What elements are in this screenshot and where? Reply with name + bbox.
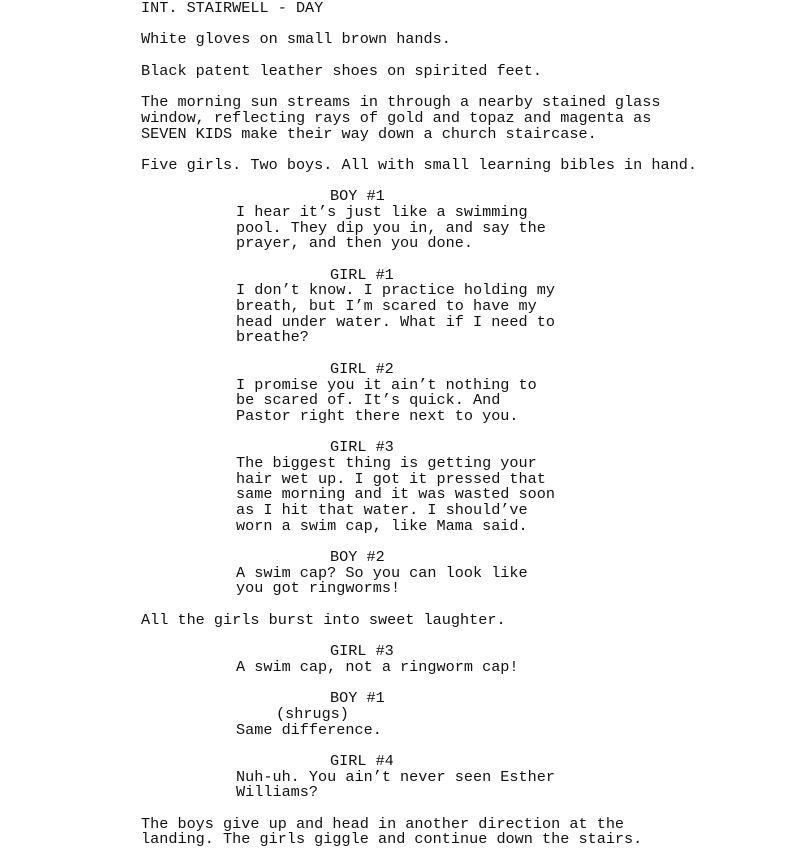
scene-heading-text: INT. STAIRWELL - DAY <box>141 0 324 17</box>
action-paragraph <box>141 61 781 80</box>
dialogue-block <box>141 359 781 425</box>
dialogue-block <box>141 265 781 347</box>
character-name: GIRL #3 <box>330 642 394 661</box>
dialogue-line: A swim cap, not a ringworm cap! <box>236 657 519 676</box>
dialogue-line: Nuh-uh. You ain’t never seen Esther <box>236 767 555 786</box>
dialogue-block <box>141 189 781 252</box>
dialogue-line: I promise you it ain’t nothing to <box>236 375 537 394</box>
character-name: BOY #2 <box>330 548 385 567</box>
dialogue-line: The biggest thing is getting your <box>236 453 537 472</box>
dialogue-line: pool. They dip you in, and say the <box>236 218 546 237</box>
dialogue-block <box>141 440 781 534</box>
screenplay-body <box>141 32 781 848</box>
dialogue-line: breath, but I’m scared to have my <box>236 297 537 316</box>
dialogue-line: I don’t know. I practice holding my <box>236 281 555 300</box>
dialogue-line: Same difference. <box>236 720 382 739</box>
dialogue-block <box>141 754 781 801</box>
action-line: All the girls burst into sweet laughter. <box>141 610 506 629</box>
dialogue-line: as I hit that water. I should’ve <box>236 501 528 519</box>
action-line: White gloves on small brown hands. <box>141 30 451 49</box>
dialogue-line: same morning and it was wasted soon <box>236 485 555 504</box>
action-line: The boys give up and head in another direction at the <box>141 814 625 833</box>
action-line: The morning sun streams in through a nearby stained glass <box>141 93 661 112</box>
dialogue-line: hair wet up. I got it pressed that <box>236 469 546 488</box>
action-paragraph <box>141 95 781 142</box>
parenthetical: (shrugs) <box>276 704 349 723</box>
action-line: window, reflecting rays of gold and topaz and magenta as <box>141 108 652 127</box>
dialogue-line: breathe? <box>236 328 309 347</box>
action-paragraph <box>141 155 781 174</box>
action-paragraph <box>141 814 781 849</box>
scene-heading <box>141 1 781 17</box>
dialogue-line: worn a swim cap, like Mama said. <box>236 516 528 535</box>
screenplay-page <box>141 1 781 864</box>
character-name: BOY #1 <box>330 187 385 206</box>
dialogue-block <box>141 691 781 738</box>
dialogue-line: Pastor right there next to you. <box>236 406 519 425</box>
action-line: landing. The girls giggle and continue down the stairs. <box>141 830 643 849</box>
dialogue-line: I hear it’s just like a swimming <box>236 202 528 221</box>
character-name: GIRL #3 <box>330 438 394 457</box>
dialogue-line: be scared of. It’s quick. And <box>236 391 501 410</box>
dialogue-line: A swim cap? So you can look like <box>236 563 528 582</box>
action-paragraph <box>141 32 781 48</box>
character-name: BOY #1 <box>330 689 385 708</box>
dialogue-line: Williams? <box>236 783 319 802</box>
dialogue-line: prayer, and then you done. <box>236 234 473 253</box>
dialogue-line: head under water. What if I need to <box>236 312 555 331</box>
dialogue-line: you got ringworms! <box>236 579 401 598</box>
action-paragraph <box>141 610 781 629</box>
dialogue-block <box>141 550 781 597</box>
action-line: SEVEN KIDS make their way down a church staircase. <box>141 124 597 143</box>
character-name: GIRL #2 <box>330 359 394 378</box>
dialogue-block <box>141 644 781 675</box>
character-name: GIRL #1 <box>330 265 394 284</box>
action-line: Five girls. Two boys. All with small learning bibles in hand. <box>141 155 697 174</box>
action-line: Black patent leather shoes on spirited feet. <box>141 61 543 80</box>
character-name: GIRL #4 <box>330 752 394 770</box>
